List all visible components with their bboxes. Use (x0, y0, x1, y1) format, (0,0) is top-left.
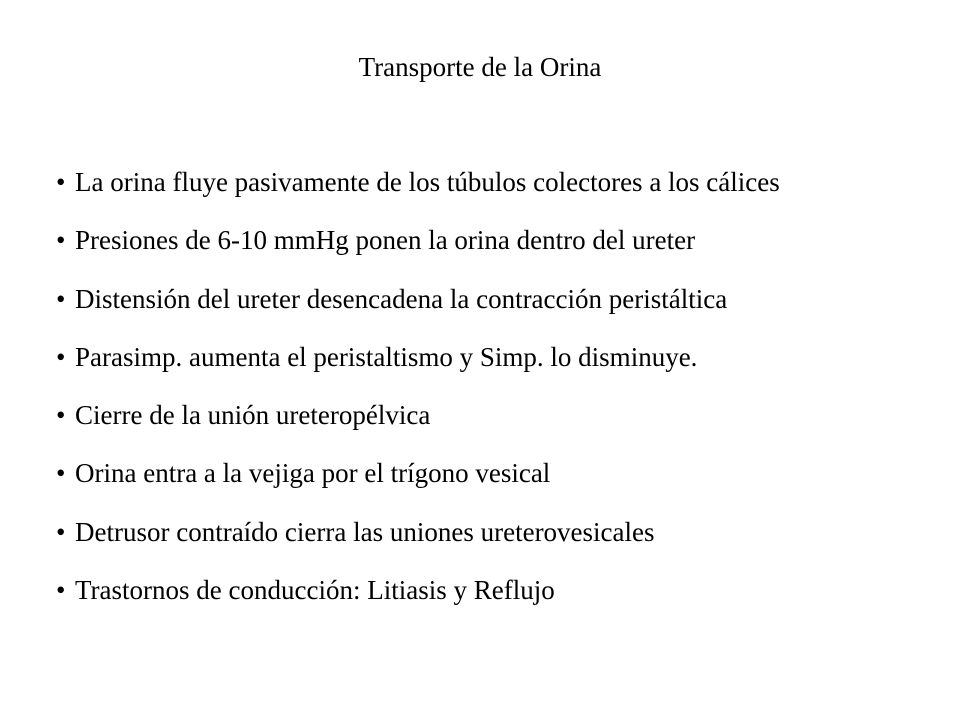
slide-title: Transporte de la Orina (358, 52, 602, 82)
bullet-text: Trastornos de conducción: Litiasis y Reflujo (75, 575, 555, 606)
bullet-icon: • (56, 400, 66, 431)
bullet-icon: • (56, 167, 66, 197)
bullet-text: Presiones de 6-10 mmHg ponen la orina dentro del ureter (75, 225, 696, 256)
bullet-item (56, 279, 936, 319)
bullet-item (56, 570, 936, 610)
bullet-item (56, 512, 936, 552)
bullet-icon: • (56, 575, 66, 606)
bullet-item (56, 337, 936, 377)
bullet-list (56, 162, 936, 628)
bullet-icon: • (56, 516, 66, 547)
bullet-icon: • (56, 225, 66, 256)
bullet-text: Detrusor contraído cierra las uniones ureterovesicales (75, 516, 655, 547)
bullet-item (56, 162, 936, 202)
bullet-text: Cierre de la unión ureteropélvica (75, 400, 431, 431)
bullet-text: La orina fluye pasivamente de los túbulos colectores a los cálices (75, 167, 780, 197)
bullet-icon: • (56, 283, 66, 314)
bullet-item (56, 453, 936, 493)
bullet-item (56, 220, 936, 260)
bullet-text: Parasimp. aumenta el peristaltismo y Simp. lo disminuye. (75, 341, 698, 372)
bullet-icon: • (56, 458, 66, 489)
bullet-item (56, 395, 936, 435)
bullet-text: Distensión del ureter desencadena la contracción peristáltica (75, 283, 728, 314)
bullet-text: Orina entra a la vejiga por el trígono vesical (75, 458, 551, 489)
bullet-icon: • (56, 341, 66, 372)
